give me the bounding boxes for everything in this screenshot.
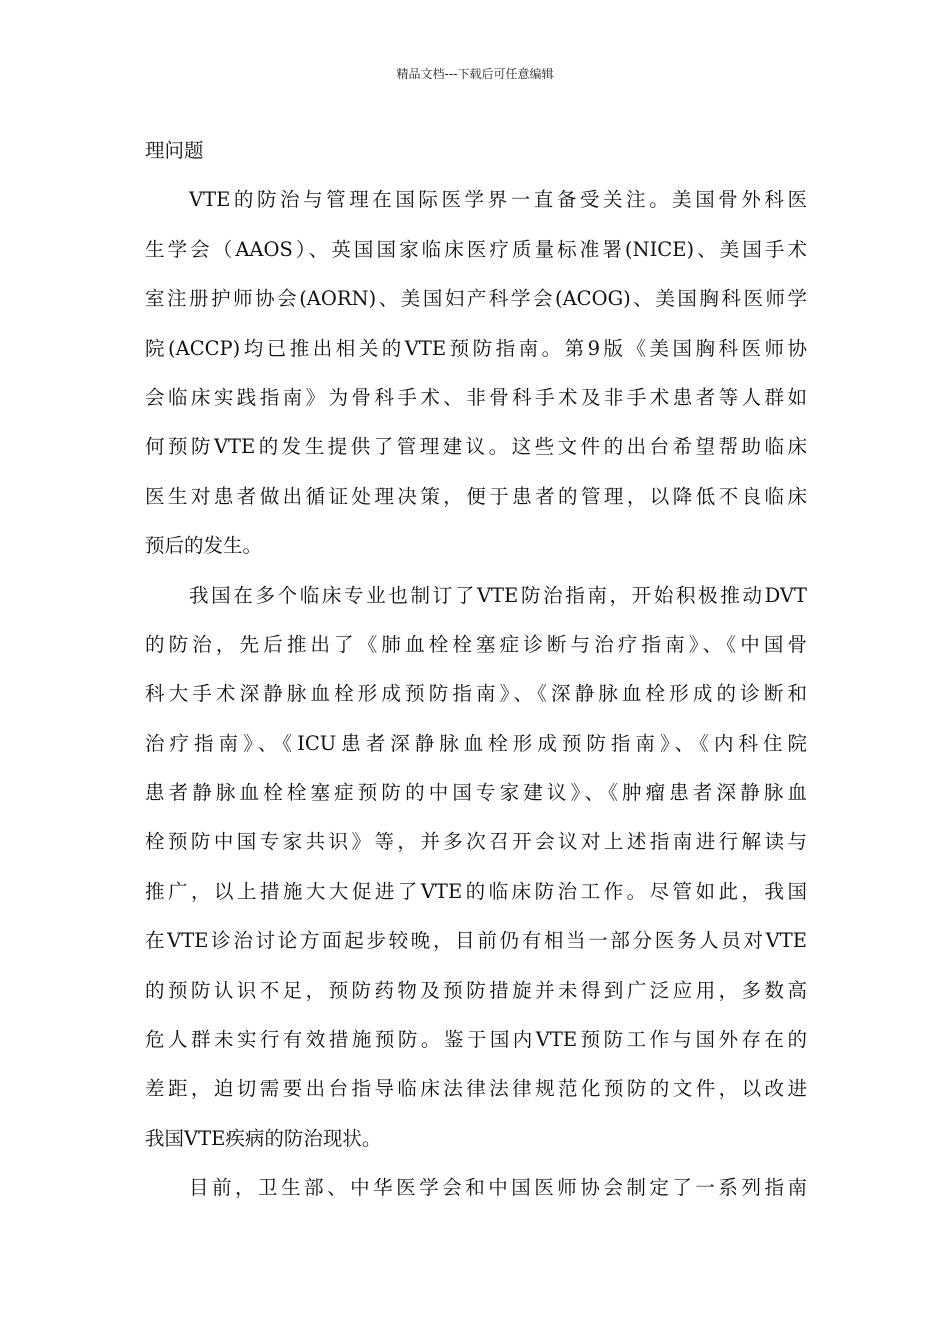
text-line: 的预防认识不足，预防药物及预防措旋并未得到广泛应用，多数高 [145, 978, 807, 1002]
text-line: VTE的防治与管理在国际医学界一直备受关注。美国骨外科医 [189, 188, 807, 212]
paragraph [145, 571, 807, 1164]
text-line: 科大手术深静脉血栓形成预防指南》、《深静脉血栓形成的诊断和 [145, 682, 807, 706]
text-line: 理问题 [145, 139, 204, 162]
text-line: 院(ACCP)均已推出相关的VTE预防指南。第9版《美国胸科医师协 [145, 336, 807, 360]
text-line: 患者静脉血栓栓塞症预防的中国专家建议》、《肿瘤患者深静脉血 [145, 781, 807, 805]
paragraph [145, 126, 807, 175]
text-line: 何预防VTE的发生提供了管理建议。这些文件的出台希望帮助临床 [145, 435, 807, 459]
text-line: 我国在多个临床专业也制订了VTE防治指南，开始积极推动DVT [189, 583, 807, 607]
text-line: 治疗指南》、《ICU患者深静脉血栓形成预防指南》、《内科住院 [145, 731, 807, 755]
text-line: 的防治，先后推出了《肺血栓栓塞症诊断与治疗指南》、《中国骨 [145, 632, 807, 656]
text-line: 在VTE诊治讨论方面起步较晚，目前仍有相当一部分医务人员对VTE [145, 929, 807, 953]
text-line: 栓预防中国专家共识》等，并多次召开会议对上述指南进行解读与 [145, 830, 807, 854]
text-line: 室注册护师协会(AORN)、美国妇产科学会(ACOG)、美国胸科医师学 [145, 287, 807, 311]
text-line: 我国VTE疾病的防治现状。 [145, 1126, 382, 1150]
page-header: 精品文档---下载后可任意编辑 [396, 67, 554, 81]
text-line: 预后的发生。 [145, 534, 263, 558]
text-line: 目前，卫生部、中华医学会和中国医师协会制定了一系列指南 [189, 1176, 807, 1200]
paragraph [145, 1163, 807, 1212]
text-line: 医生对患者做出循证处理决策，便于患者的管理，以降低不良临床 [145, 484, 807, 508]
text-line: 推广，以上措施大大促进了VTE的临床防治工作。尽管如此，我国 [145, 879, 807, 903]
text-line: 生学会（AAOS）、英国国家临床医疗质量标准署(NICE)、美国手术 [145, 237, 807, 261]
paragraph [145, 175, 807, 570]
text-line: 会临床实践指南》为骨科手术、非骨科手术及非手术患者等人群如 [145, 385, 807, 409]
text-line: 危人群未实行有效措施预防。鉴于国内VTE预防工作与国外存在的 [145, 1028, 807, 1052]
document-body [145, 126, 807, 1213]
text-line: 差距，迫切需要出台指导临床法律法律规范化预防的文件，以改进 [145, 1077, 807, 1101]
